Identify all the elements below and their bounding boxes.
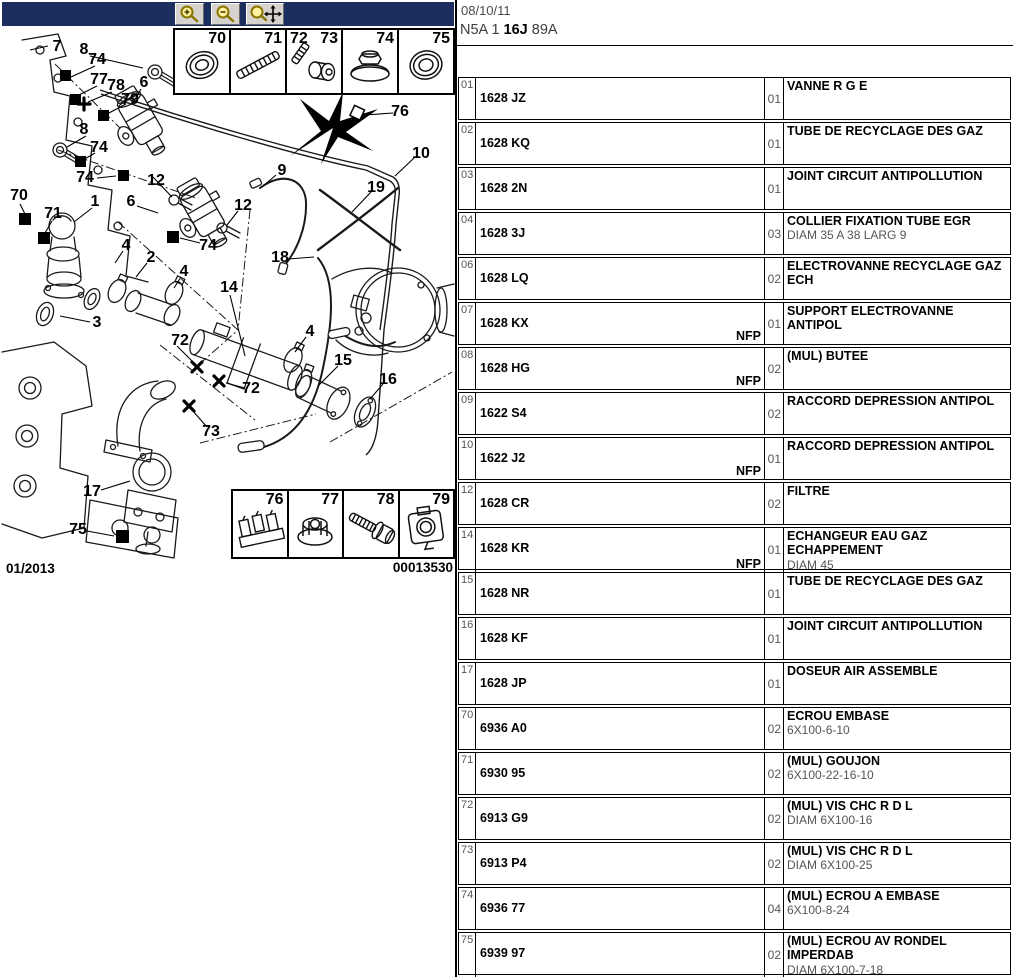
socket-bolt-icon — [289, 42, 339, 88]
inset-cell-79 — [398, 491, 454, 557]
row-nfp: NFP — [736, 329, 761, 343]
row-qty: 02 — [764, 798, 784, 839]
zoom-in-icon — [178, 4, 202, 24]
row-ref: 16 — [459, 618, 476, 659]
zoom-out-button[interactable] — [211, 3, 240, 25]
inset-cell-71 — [229, 30, 285, 93]
row-part: 1628 KF — [480, 631, 528, 645]
row-part: 6930 95 — [480, 766, 526, 780]
row-title: ELECTROVANNE RECYCLAGE GAZ ECH — [787, 259, 1002, 288]
row-title: RACCORD DEPRESSION ANTIPOL — [787, 439, 995, 453]
row-part-cell — [476, 843, 764, 884]
row-title: (MUL) VIS CHC R D L — [787, 844, 913, 858]
catalog-date: 08/10/11 — [461, 3, 511, 18]
row-title: DOSEUR AIR ASSEMBLE — [787, 664, 938, 678]
diagram-callout: 1 — [90, 193, 100, 210]
row-qty: 04 — [764, 888, 784, 929]
diagram-callout: 4 — [179, 263, 189, 280]
row-desc-cell — [784, 393, 1010, 434]
row-qty: 01 — [764, 123, 784, 164]
row-title: (MUL) ECROU A EMBASE — [787, 889, 940, 903]
row-part-cell — [476, 798, 764, 839]
row-ref: 07 — [459, 303, 476, 344]
inset-cell-75 — [397, 30, 453, 93]
row-part: 1628 CR — [480, 496, 530, 510]
row-ref: 74 — [459, 888, 476, 929]
table-row[interactable] — [458, 662, 1011, 705]
row-nfp: NFP — [736, 374, 761, 388]
row-part-cell — [476, 708, 764, 749]
row-qty: 02 — [764, 348, 784, 389]
row-desc-cell — [784, 933, 1010, 977]
row-part-cell — [476, 393, 764, 434]
table-row[interactable] — [458, 257, 1011, 300]
row-qty: 02 — [764, 753, 784, 794]
row-qty: 01 — [764, 528, 784, 572]
row-part-cell — [476, 663, 764, 704]
table-row[interactable] — [458, 167, 1011, 210]
row-part: 1628 HG — [480, 361, 531, 375]
diagram-callout: 4 — [305, 323, 315, 340]
stud-icon — [233, 43, 283, 87]
row-desc-cell — [784, 123, 1010, 164]
inset-label: 72 — [290, 30, 308, 47]
row-desc-cell — [784, 528, 1010, 572]
diagram-callout: 18 — [271, 249, 289, 266]
row-part-cell — [476, 573, 764, 614]
diagram-callout: 6 — [139, 74, 149, 91]
row-sub: DIAM 45 — [787, 557, 834, 572]
diagram-callout: 16 — [379, 371, 397, 388]
inset-cell-76 — [233, 491, 287, 557]
table-row[interactable] — [458, 122, 1011, 165]
row-part-cell — [476, 438, 764, 479]
table-row[interactable] — [458, 797, 1011, 840]
diagram-callout: 72 — [242, 380, 260, 397]
row-sub: 6X100-8-24 — [787, 903, 850, 918]
row-qty: 02 — [764, 933, 784, 977]
inset-bottom — [231, 489, 455, 559]
diagram-callout: 6 — [126, 193, 136, 210]
row-part-cell — [476, 888, 764, 929]
diagram-callout: 12 — [234, 197, 252, 214]
table-row[interactable] — [458, 707, 1011, 750]
row-title: TUBE DE RECYCLAGE DES GAZ — [787, 124, 983, 138]
row-part: 1622 J2 — [480, 451, 526, 465]
row-desc-cell — [784, 213, 1010, 254]
row-title: COLLIER FIXATION TUBE EGR — [787, 214, 971, 228]
row-desc-cell — [784, 888, 1010, 929]
diagram-callout: 3 — [92, 314, 102, 331]
row-sub: DIAM 6X100-25 — [787, 858, 873, 873]
diagram-callout: 76 — [391, 103, 409, 120]
inset-cell-70 — [175, 30, 229, 93]
diagram-callout: 17 — [83, 483, 101, 500]
row-part: 6913 G9 — [480, 811, 528, 825]
row-ref: 09 — [459, 393, 476, 434]
diagram-callout: 79 — [121, 91, 139, 108]
row-ref: 10 — [459, 438, 476, 479]
diagram-callout: 78 — [107, 77, 125, 94]
row-title: ECHANGEUR EAU GAZ ECHAPPEMENT — [787, 529, 928, 558]
row-ref: 75 — [459, 933, 476, 977]
inset-label: 73 — [320, 30, 338, 47]
row-title: VANNE R G E — [787, 79, 868, 93]
toolbar — [2, 2, 454, 26]
row-part-cell — [476, 753, 764, 794]
row-part: 1628 JP — [480, 676, 527, 690]
table-row[interactable] — [458, 842, 1011, 885]
row-desc-cell — [784, 438, 1010, 479]
diagram-callout: 2 — [146, 249, 156, 266]
row-part: 1628 2N — [480, 181, 528, 195]
row-title: ECROU EMBASE — [787, 709, 890, 723]
row-title: (MUL) ECROU AV RONDEL IMPERDAB — [787, 934, 947, 963]
row-nfp: NFP — [736, 557, 761, 572]
row-ref: 17 — [459, 663, 476, 704]
row-desc-cell — [784, 258, 1010, 299]
row-qty: 01 — [764, 168, 784, 209]
parts-panel — [457, 0, 1013, 977]
row-ref: 08 — [459, 348, 476, 389]
diagram-callout: 8 — [79, 121, 89, 138]
reference: N5A 1 16J 89A — [460, 22, 558, 38]
row-part: 1628 KR — [480, 541, 530, 555]
row-title: (MUL) GOUJON — [787, 754, 881, 768]
row-part-cell — [476, 78, 764, 119]
row-ref: 71 — [459, 753, 476, 794]
diagram-callout: 10 — [412, 145, 430, 162]
row-qty: 02 — [764, 483, 784, 524]
inset-top — [173, 28, 455, 95]
row-part-cell — [476, 933, 764, 977]
diagram-callout: 71 — [44, 205, 62, 222]
row-desc-cell — [784, 843, 1010, 884]
row-title: (MUL) BUTEE — [787, 349, 869, 363]
row-sub: 6X100-22-16-10 — [787, 768, 874, 783]
row-title: JOINT CIRCUIT ANTIPOLLUTION — [787, 169, 983, 183]
inset-cell-74 — [341, 30, 397, 93]
diagram-callout: 4 — [121, 237, 131, 254]
diagram-callout: 19 — [367, 179, 385, 196]
row-sub: DIAM 35 A 38 LARG 9 — [787, 228, 907, 243]
row-ref: 01 — [459, 78, 476, 119]
inset-cell-78 — [342, 491, 398, 557]
inset-cell-77 — [287, 491, 343, 557]
diagram-callout: 14 — [220, 279, 238, 296]
table-row[interactable] — [458, 302, 1011, 345]
figure-drawing-number: 00013530 — [392, 560, 453, 575]
row-sub: DIAM 6X100-7-18 — [787, 962, 884, 977]
inset-label: 77 — [321, 491, 339, 508]
table-row[interactable] — [458, 482, 1011, 525]
row-ref: 04 — [459, 213, 476, 254]
row-part: 6939 97 — [480, 946, 526, 960]
table-row[interactable] — [458, 617, 1011, 660]
table-row[interactable] — [458, 347, 1011, 390]
row-qty: 01 — [764, 78, 784, 119]
row-part-cell — [476, 528, 764, 572]
inset-label: 76 — [265, 491, 284, 508]
row-ref: 02 — [459, 123, 476, 164]
table-row[interactable] — [458, 437, 1011, 480]
row-desc-cell — [784, 168, 1010, 209]
diagram-callout: 9 — [277, 162, 287, 179]
row-desc-cell — [784, 618, 1010, 659]
row-qty: 01 — [764, 618, 784, 659]
row-ref: 12 — [459, 483, 476, 524]
row-title: TUBE DE RECYCLAGE DES GAZ — [787, 574, 983, 588]
row-desc-cell — [784, 573, 1010, 614]
row-ref: 03 — [459, 168, 476, 209]
zoom-pan-icon — [249, 4, 282, 24]
row-ref: 70 — [459, 708, 476, 749]
row-qty: 01 — [764, 438, 784, 479]
diagram-panel — [0, 0, 455, 977]
inset-label: 78 — [376, 491, 395, 508]
row-ref: 15 — [459, 573, 476, 614]
parts-table — [458, 77, 1011, 977]
table-row[interactable] — [458, 932, 1011, 975]
table-row[interactable] — [458, 887, 1011, 930]
row-ref: 06 — [459, 258, 476, 299]
row-part: 1622 S4 — [480, 406, 527, 420]
row-qty: 02 — [764, 843, 784, 884]
diagram-callout: 8 — [79, 41, 89, 58]
screw-icon — [345, 506, 397, 550]
diagram-callout: 74 — [90, 139, 108, 156]
row-ref: 72 — [459, 798, 476, 839]
row-part-cell — [476, 618, 764, 659]
diagram-callout: 12 — [147, 172, 165, 189]
row-desc-cell — [784, 483, 1010, 524]
inset-label: 74 — [376, 30, 394, 47]
inset-label: 71 — [264, 30, 282, 47]
inset-label: 79 — [432, 491, 450, 508]
figure-date: 01/2013 — [6, 561, 55, 576]
inset-cell-72-73 — [285, 30, 341, 93]
row-qty: 02 — [764, 393, 784, 434]
zoom-out-icon — [214, 4, 238, 24]
row-part: 6936 77 — [480, 901, 526, 915]
row-part-cell — [476, 483, 764, 524]
row-desc-cell — [784, 78, 1010, 119]
row-desc-cell — [784, 303, 1010, 344]
row-qty: 01 — [764, 573, 784, 614]
row-part: 1628 KQ — [480, 136, 531, 150]
row-qty: 03 — [764, 213, 784, 254]
row-title: RACCORD DEPRESSION ANTIPOL — [787, 394, 995, 408]
row-part: 1628 KX — [480, 316, 529, 330]
row-part-cell — [476, 348, 764, 389]
row-title: JOINT CIRCUIT ANTIPOLLUTION — [787, 619, 983, 633]
diagram-callout: 72 — [171, 332, 189, 349]
diagram-callout: 74 — [88, 51, 106, 68]
washer-icon — [179, 43, 225, 87]
row-qty: 01 — [764, 663, 784, 704]
row-part-cell — [476, 168, 764, 209]
zoom-pan-button[interactable] — [246, 3, 284, 25]
diagram-callout: 73 — [202, 423, 220, 440]
row-sub: 6X100-6-10 — [787, 723, 850, 738]
row-part-cell — [476, 303, 764, 344]
table-row[interactable] — [458, 212, 1011, 255]
row-desc-cell — [784, 753, 1010, 794]
flange-nut-icon — [345, 44, 395, 86]
row-desc-cell — [784, 708, 1010, 749]
row-ref: 73 — [459, 843, 476, 884]
diagram-callout: 7 — [52, 38, 62, 55]
row-part: 6913 P4 — [480, 856, 527, 870]
flange-nut-icon — [290, 505, 340, 551]
row-title: (MUL) VIS CHC R D L — [787, 799, 913, 813]
diagram-callout: 70 — [10, 187, 28, 204]
inset-label: 70 — [208, 30, 226, 47]
diagram-callout: 74 — [199, 237, 217, 254]
table-row[interactable] — [458, 77, 1011, 120]
row-title: SUPPORT ELECTROVANNE ANTIPOL — [787, 304, 954, 333]
row-part: 6936 A0 — [480, 721, 527, 735]
table-row[interactable] — [458, 392, 1011, 435]
row-part-cell — [476, 258, 764, 299]
row-qty: 01 — [764, 303, 784, 344]
cage-nut-icon — [402, 505, 450, 551]
diagram-callout: 15 — [334, 352, 352, 369]
diagram-callout: 75 — [69, 521, 87, 538]
row-desc-cell — [784, 798, 1010, 839]
diagram-callout: 74 — [76, 169, 94, 186]
inset-label: 75 — [432, 30, 450, 47]
row-part: 1628 NR — [480, 586, 530, 600]
row-part: 1628 JZ — [480, 91, 526, 105]
row-part-cell — [476, 123, 764, 164]
row-part: 1628 3J — [480, 226, 526, 240]
row-qty: 02 — [764, 708, 784, 749]
diagram-callout: 77 — [90, 71, 108, 88]
table-row[interactable] — [458, 527, 1011, 570]
zoom-in-button[interactable] — [175, 3, 204, 25]
clip-icon — [234, 505, 286, 551]
row-desc-cell — [784, 348, 1010, 389]
washer-icon — [403, 43, 449, 87]
row-sub: DIAM 6X100-16 — [787, 813, 873, 828]
table-row[interactable] — [458, 752, 1011, 795]
row-qty: 02 — [764, 258, 784, 299]
row-part: 1628 LQ — [480, 271, 529, 285]
header-divider — [457, 45, 1013, 46]
row-title: FILTRE — [787, 484, 830, 498]
row-nfp: NFP — [736, 464, 761, 478]
table-row[interactable] — [458, 572, 1011, 615]
row-desc-cell — [784, 663, 1010, 704]
row-part-cell — [476, 213, 764, 254]
row-ref: 14 — [459, 528, 476, 572]
